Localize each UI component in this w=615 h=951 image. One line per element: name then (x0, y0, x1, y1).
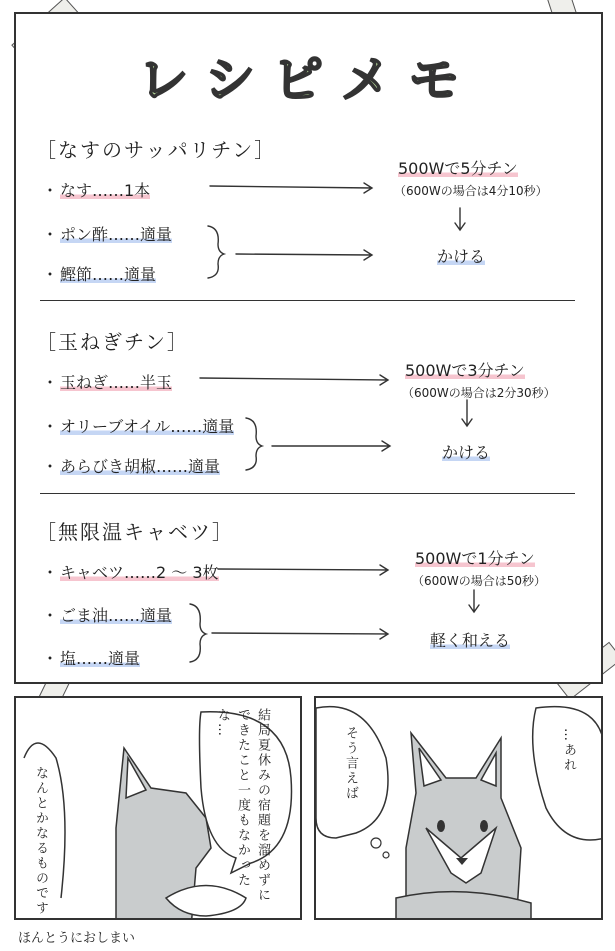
thought-text-homework: 結局夏休みの宿題を溜めずにできたこと一度もなかったな… (215, 708, 270, 903)
speech-text-huh: …あれ (561, 728, 576, 773)
ingredient-sesame-oil: ごま油……適量 (60, 603, 172, 626)
bullet: ・ (42, 563, 59, 582)
ingredient-onion: 玉ねぎ……半玉 (60, 370, 172, 393)
step-heat-1min: 500Wで1分チン (415, 546, 535, 569)
bullet: ・ (42, 417, 59, 436)
section-title-cabbage: ［無限温キャベツ］ (36, 520, 234, 544)
ingredient-olive-oil: オリーブオイル……適量 (60, 414, 234, 437)
bullet: ・ (42, 457, 59, 476)
ingredient-eggplant: なす……1本 (60, 178, 150, 201)
step-mix: 軽く和える (430, 628, 510, 651)
bullet: ・ (42, 225, 59, 244)
speech-text-works-out: なんとかなるものです (33, 766, 48, 916)
speech-text-by-the-way: そう言えば (343, 726, 358, 801)
comic-panel-right (314, 696, 603, 920)
section-title-onion: ［玉ねぎチン］ (36, 330, 189, 354)
comic-panel-left (14, 696, 302, 920)
bullet: ・ (42, 181, 59, 200)
step-note-600w: （600Wの場合は50秒） (412, 574, 547, 588)
ingredient-ponzu: ポン酢……適量 (60, 222, 172, 245)
ending-caption: ほんとうにおしまい (18, 931, 136, 946)
bullet: ・ (42, 649, 59, 668)
ingredient-salt: 塩……適量 (60, 646, 140, 669)
bullet: ・ (42, 606, 59, 625)
step-heat-3min: 500Wで3分チン (405, 358, 525, 381)
ingredient-bonito: 鰹節……適量 (60, 262, 156, 285)
memo-title: レシピメモ (138, 51, 477, 109)
step-heat-5min: 500Wで5分チン (398, 156, 518, 179)
section-title-eggplant: ［なすのサッパリチン］ (36, 138, 277, 162)
ingredient-cabbage: キャベツ……2 ～ 3枚 (60, 560, 219, 583)
step-pour: かける (442, 440, 490, 463)
step-note-600w: （600Wの場合は4分10秒） (394, 184, 548, 198)
step-pour: かける (437, 244, 485, 267)
ingredient-pepper: あらびき胡椒……適量 (60, 454, 220, 477)
bullet: ・ (42, 265, 59, 284)
bullet: ・ (42, 373, 59, 392)
step-note-600w: （600Wの場合は2分30秒） (402, 386, 556, 400)
